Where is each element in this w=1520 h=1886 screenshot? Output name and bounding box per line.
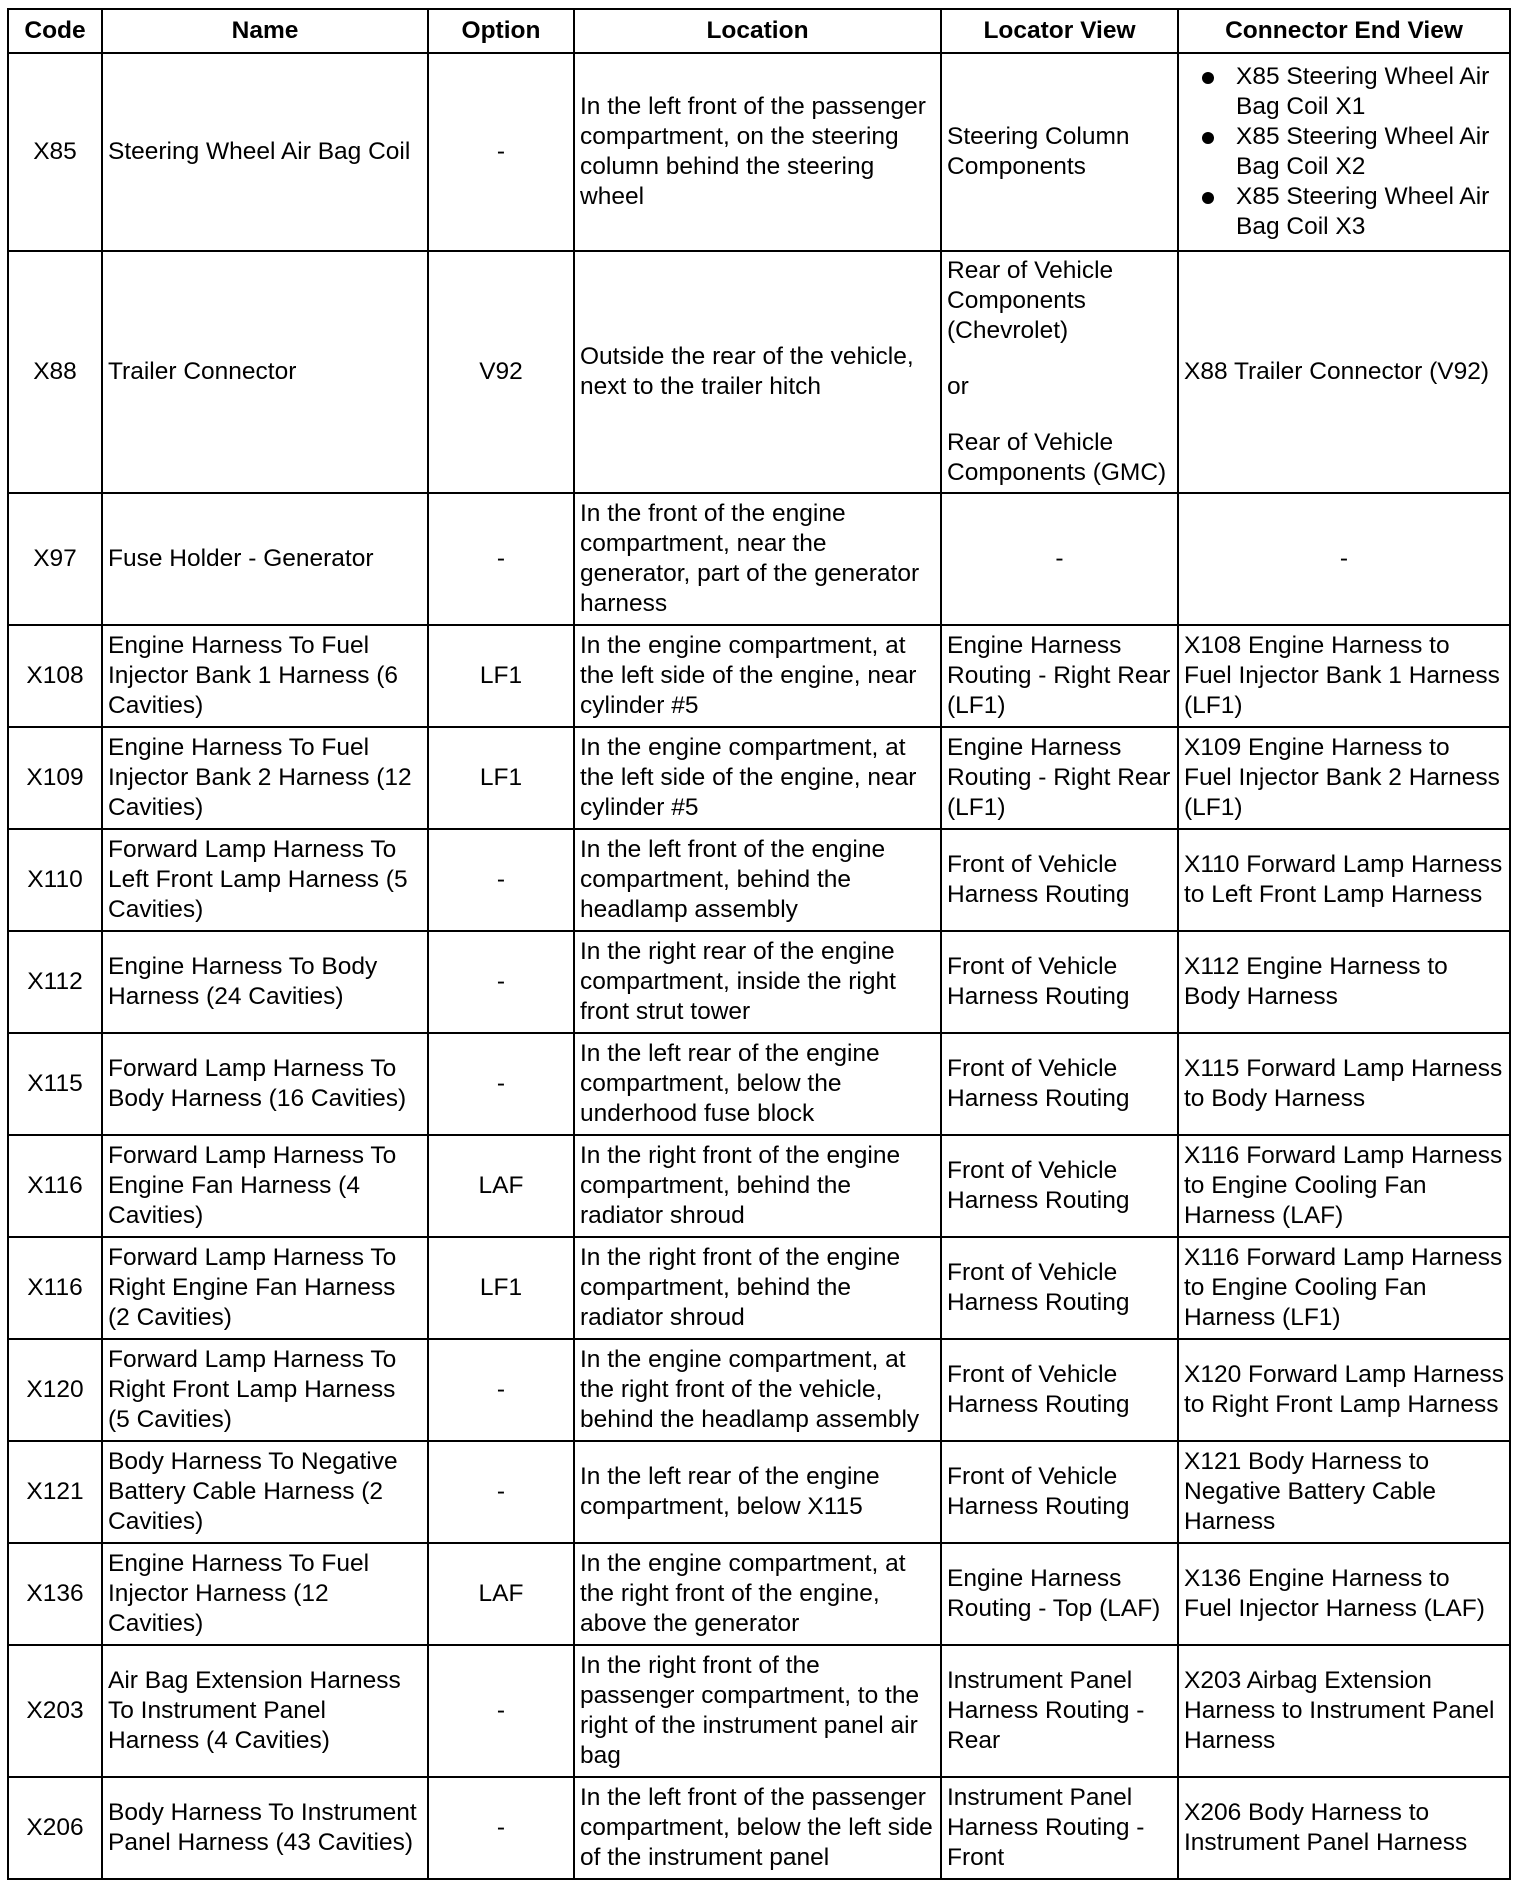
cell-location: In the right rear of the engine compartment, inside the right front strut tower (574, 931, 941, 1033)
cell-connector-end-view: X88 Trailer Connector (V92) (1178, 251, 1510, 493)
bullet-icon (1202, 192, 1214, 204)
cell-option: LF1 (428, 727, 574, 829)
table-row (8, 1777, 1510, 1879)
cell-code: X116 (8, 1135, 102, 1237)
cell-code: X88 (8, 251, 102, 493)
locator-view-or: or (947, 373, 969, 400)
cell-location: In the engine compartment, at the right front of the vehicle, behind the headlamp assembly (574, 1339, 941, 1441)
table-row (8, 1441, 1510, 1543)
cell-code: X115 (8, 1033, 102, 1135)
cell-name: Forward Lamp Harness To Left Front Lamp Harness (5 Cavities) (102, 829, 428, 931)
cell-code: X85 (8, 53, 102, 251)
cell-option: - (428, 1645, 574, 1777)
bullet-icon (1202, 132, 1214, 144)
cell-locator-view: Front of Vehicle Harness Routing (941, 829, 1178, 931)
cell-locator-view: Front of Vehicle Harness Routing (941, 1135, 1178, 1237)
list-item (1236, 122, 1504, 182)
cell-connector-end-view: X203 Airbag Extension Harness to Instrument Panel Harness (1178, 1645, 1510, 1777)
cell-connector-end-view: X120 Forward Lamp Harness to Right Front Lamp Harness (1178, 1339, 1510, 1441)
cell-option: - (428, 1777, 574, 1879)
locator-view-link[interactable]: Rear of Vehicle Components (GMC) (947, 429, 1167, 486)
cell-location: In the left rear of the engine compartment, below the underhood fuse block (574, 1033, 941, 1135)
cell-location: In the right front of the engine compartment, behind the radiator shroud (574, 1135, 941, 1237)
cell-locator-view: - (941, 493, 1178, 625)
cell-locator-view: Steering Column Components (941, 53, 1178, 251)
cell-connector-end-view: X206 Body Harness to Instrument Panel Harness (1178, 1777, 1510, 1879)
cell-locator-view: Engine Harness Routing - Right Rear (LF1) (941, 727, 1178, 829)
cell-name: Engine Harness To Body Harness (24 Cavities) (102, 931, 428, 1033)
cell-code: X112 (8, 931, 102, 1033)
cell-location: In the engine compartment, at the left side of the engine, near cylinder #5 (574, 727, 941, 829)
cell-name: Forward Lamp Harness To Right Engine Fan Harness (2 Cavities) (102, 1237, 428, 1339)
cell-connector-end-view: X136 Engine Harness to Fuel Injector Harness (LAF) (1178, 1543, 1510, 1645)
header-location: Location (574, 9, 941, 53)
cell-locator-view: Front of Vehicle Harness Routing (941, 1033, 1178, 1135)
header-option: Option (428, 9, 574, 53)
cell-locator-view: Front of Vehicle Harness Routing (941, 1339, 1178, 1441)
header-locator-view: Locator View (941, 9, 1178, 53)
cell-name: Engine Harness To Fuel Injector Harness (12 Cavities) (102, 1543, 428, 1645)
cell-code: X136 (8, 1543, 102, 1645)
cell-name: Engine Harness To Fuel Injector Bank 2 Harness (12 Cavities) (102, 727, 428, 829)
table-row (8, 1543, 1510, 1645)
locator-view-link[interactable]: Rear of Vehicle Components (Chevrolet) (947, 257, 1114, 344)
list-item (1236, 182, 1504, 242)
table-row (8, 1645, 1510, 1777)
cell-location: In the engine compartment, at the left side of the engine, near cylinder #5 (574, 625, 941, 727)
cell-option: - (428, 931, 574, 1033)
table-row (8, 1237, 1510, 1339)
connector-end-view-link[interactable]: X85 Steering Wheel Air Bag Coil X2 (1236, 123, 1490, 180)
header-connector-end-view: Connector End View (1178, 9, 1510, 53)
cell-name: Body Harness To Negative Battery Cable Harness (2 Cavities) (102, 1441, 428, 1543)
cell-location: In the engine compartment, at the right front of the engine, above the generator (574, 1543, 941, 1645)
cell-option: LAF (428, 1135, 574, 1237)
cell-option: - (428, 53, 574, 251)
cell-code: X120 (8, 1339, 102, 1441)
header-name: Name (102, 9, 428, 53)
cell-connector-end-view: X116 Forward Lamp Harness to Engine Cooling Fan Harness (LAF) (1178, 1135, 1510, 1237)
connector-table (7, 8, 1511, 1880)
cell-code: X203 (8, 1645, 102, 1777)
header-row (8, 9, 1510, 53)
cell-code: X206 (8, 1777, 102, 1879)
cell-code: X116 (8, 1237, 102, 1339)
cell-locator-view: Engine Harness Routing - Top (LAF) (941, 1543, 1178, 1645)
cell-locator-view: Front of Vehicle Harness Routing (941, 931, 1178, 1033)
cell-option: - (428, 1339, 574, 1441)
cell-name: Trailer Connector (102, 251, 428, 493)
table-row (8, 931, 1510, 1033)
cell-option: LF1 (428, 1237, 574, 1339)
cell-code: X109 (8, 727, 102, 829)
cell-location: In the front of the engine compartment, near the generator, part of the generator harness (574, 493, 941, 625)
cell-code: X97 (8, 493, 102, 625)
cell-option: V92 (428, 251, 574, 493)
table-row (8, 251, 1510, 493)
cell-connector-end-view (1178, 53, 1510, 251)
cell-name: Steering Wheel Air Bag Coil (102, 53, 428, 251)
connector-end-view-link[interactable]: X85 Steering Wheel Air Bag Coil X3 (1236, 183, 1490, 240)
cell-location: In the left front of the engine compartment, behind the headlamp assembly (574, 829, 941, 931)
header-code: Code (8, 9, 102, 53)
cell-locator-view: Instrument Panel Harness Routing - Rear (941, 1645, 1178, 1777)
cell-connector-end-view: X112 Engine Harness to Body Harness (1178, 931, 1510, 1033)
cell-name: Forward Lamp Harness To Right Front Lamp Harness (5 Cavities) (102, 1339, 428, 1441)
bullet-icon (1202, 72, 1214, 84)
connector-end-view-link[interactable]: X85 Steering Wheel Air Bag Coil X1 (1236, 63, 1490, 120)
table-row (8, 53, 1510, 251)
cell-locator-view (941, 251, 1178, 493)
list-item (1236, 62, 1504, 122)
cell-connector-end-view: X115 Forward Lamp Harness to Body Harness (1178, 1033, 1510, 1135)
cell-locator-view: Instrument Panel Harness Routing - Front (941, 1777, 1178, 1879)
table-row (8, 1033, 1510, 1135)
cell-connector-end-view: X108 Engine Harness to Fuel Injector Bank 1 Harness (LF1) (1178, 625, 1510, 727)
cell-location: In the left front of the passenger compartment, on the steering column behind the steering wheel (574, 53, 941, 251)
cell-code: X108 (8, 625, 102, 727)
table-row (8, 625, 1510, 727)
cell-code: X110 (8, 829, 102, 931)
cell-name: Body Harness To Instrument Panel Harness (43 Cavities) (102, 1777, 428, 1879)
cell-connector-end-view: X109 Engine Harness to Fuel Injector Bank 2 Harness (LF1) (1178, 727, 1510, 829)
cell-name: Fuse Holder - Generator (102, 493, 428, 625)
cell-locator-view: Engine Harness Routing - Right Rear (LF1) (941, 625, 1178, 727)
cell-option: LAF (428, 1543, 574, 1645)
table-row (8, 493, 1510, 625)
cell-name: Forward Lamp Harness To Body Harness (16 Cavities) (102, 1033, 428, 1135)
cell-location: In the left rear of the engine compartment, below X115 (574, 1441, 941, 1543)
cell-name: Engine Harness To Fuel Injector Bank 1 Harness (6 Cavities) (102, 625, 428, 727)
cell-locator-view: Front of Vehicle Harness Routing (941, 1237, 1178, 1339)
cell-connector-end-view: X121 Body Harness to Negative Battery Cable Harness (1178, 1441, 1510, 1543)
table-row (8, 1135, 1510, 1237)
table-row (8, 727, 1510, 829)
cell-name: Forward Lamp Harness To Engine Fan Harness (4 Cavities) (102, 1135, 428, 1237)
cell-location: In the left front of the passenger compartment, below the left side of the instrument panel (574, 1777, 941, 1879)
table-row (8, 1339, 1510, 1441)
cell-connector-end-view: X110 Forward Lamp Harness to Left Front Lamp Harness (1178, 829, 1510, 931)
table-row (8, 829, 1510, 931)
cell-location: In the right front of the passenger compartment, to the right of the instrument panel air bag (574, 1645, 941, 1777)
cell-connector-end-view: X116 Forward Lamp Harness to Engine Cooling Fan Harness (LF1) (1178, 1237, 1510, 1339)
cell-code: X121 (8, 1441, 102, 1543)
cell-location: In the right front of the engine compartment, behind the radiator shroud (574, 1237, 941, 1339)
cell-name: Air Bag Extension Harness To Instrument Panel Harness (4 Cavities) (102, 1645, 428, 1777)
cell-option: - (428, 1441, 574, 1543)
cell-location: Outside the rear of the vehicle, next to the trailer hitch (574, 251, 941, 493)
cell-connector-end-view: - (1178, 493, 1510, 625)
cell-option: LF1 (428, 625, 574, 727)
cell-option: - (428, 1033, 574, 1135)
cell-locator-view: Front of Vehicle Harness Routing (941, 1441, 1178, 1543)
cell-option: - (428, 829, 574, 931)
connector-end-view-list (1184, 62, 1504, 242)
cell-option: - (428, 493, 574, 625)
